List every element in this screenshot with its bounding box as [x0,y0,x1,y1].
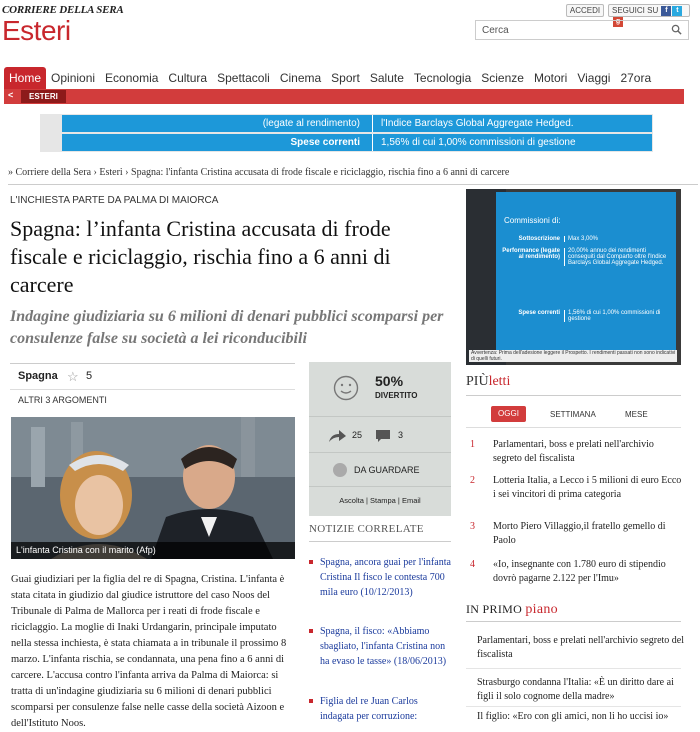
divider [309,452,451,453]
subnav-current[interactable]: ESTERI [21,90,66,103]
tab-settimana[interactable]: SETTIMANA [550,410,596,419]
nav-scienze[interactable]: Scienze [481,71,524,85]
photo-caption: L'infanta Cristina con il marito (Afp) [11,542,295,559]
rank-number: 1 [470,439,475,450]
nav-economia[interactable]: Economia [105,71,159,85]
star-icon[interactable]: ☆ [67,369,79,384]
twitter-icon[interactable]: t [672,6,682,16]
primo-piano-item[interactable]: Parlamentari, boss e prelati nell'archivio segreto del fiscalista [477,635,685,660]
article-photo[interactable] [11,417,295,559]
ad-table-row [500,236,670,242]
mood-widget [309,362,451,516]
related-news-title: NOTIZIE CORRELATE [309,523,424,535]
back-arrow-icon[interactable]: < [8,90,14,100]
divider [466,427,681,428]
article-actions[interactable]: Ascolta | Stampa | Email [339,496,421,505]
article-headline: Spagna: l’infanta Cristina accusata di frode fiscale e riciclaggio, rischia fino a 6 anni di carcere [10,216,391,297]
primo-piano-prefix: IN PRIMO [466,602,526,616]
nav-spettacoli[interactable]: Spettacoli [217,71,270,85]
related-news-item[interactable] [309,555,451,600]
divider [8,184,698,185]
nav-tecnologia[interactable]: Tecnologia [413,71,472,85]
sidebar-ad[interactable] [466,189,681,365]
topic-tag[interactable]: Spagna [18,370,58,382]
primo-piano-word: piano [525,602,558,617]
seguici-su [608,4,690,25]
share-count: 25 [352,430,363,440]
most-read-item[interactable] [470,474,685,502]
most-read-item[interactable] [470,558,685,586]
search-input[interactable] [475,20,689,40]
share-icon[interactable] [327,429,347,443]
main-nav [4,67,684,90]
rank-number: 4 [470,559,475,570]
comment-count: 3 [398,430,404,440]
ad-cell: (legate al rendimento) [262,118,360,129]
nav-salute[interactable]: Salute [369,71,404,85]
ad-row [62,115,652,132]
search-placeholder: Cerca [482,25,509,36]
bullet-icon [309,629,313,633]
mood-percentage: 50% [375,373,404,389]
most-read-text[interactable]: Morto Piero Villaggio,il fratello gemello di Paolo [493,521,666,546]
ad-table-cell: Max 3,00% [564,236,670,242]
ad-table-row [500,310,670,322]
star-count: 5 [86,370,93,382]
nav-home[interactable]: Home [4,67,46,90]
ad-row [62,134,652,151]
ad-cell: l'Indice Barclays Global Aggregate Hedged. [372,115,652,132]
divider [309,541,451,542]
googleplus-icon[interactable]: g [613,17,623,27]
da-guardare-button[interactable]: DA GUARDARE [354,465,420,475]
ad-table-cell: Spese correnti [518,310,560,316]
most-read-text[interactable]: «Io, insegnante con 1.780 euro di stipendio dovrò pagarne 2.122 per l'Imu» [493,559,666,584]
photo-illustration [11,417,295,559]
bullet-icon [309,560,313,564]
ad-table-cell: Sottoscrizione [518,236,560,242]
primo-piano-item[interactable]: Il figlio: «Ero con gli amici, non li ho uccisi io» [477,711,669,722]
most-read-word: letti [488,374,511,389]
altri-argomenti-link[interactable]: ALTRI 3 ARGOMENTI [18,395,107,405]
ad-table-row [500,248,670,266]
comment-icon[interactable] [375,429,391,443]
ad-table-cell: 1,56% di cui 1,00% commissioni di gestione [564,310,670,322]
most-read-text[interactable]: Parlamentari, boss e prelati nell'archivio segreto del fiscalista [493,439,654,464]
most-read-title [466,374,510,390]
ad-table [496,192,676,362]
related-news-text[interactable]: Figlia del re Juan Carlos indagata per corruzione: [320,696,418,722]
nav-27ora[interactable]: 27ora [620,71,652,85]
seguici-label: SEGUICI SU [612,6,659,15]
most-read-item[interactable] [470,520,685,548]
article-kicker: L'INCHIESTA PARTE DA PALMA DI MAIORCA [10,195,219,206]
ad-banner[interactable] [40,114,653,152]
nav-motori[interactable]: Motori [533,71,568,85]
mood-label: DIVERTITO [375,391,418,400]
related-news-text[interactable]: Spagna, ancora guai per l'infanta Cristina Il fisco le contesta 700 mila euro (10/12/2013) [320,557,451,598]
most-read-item[interactable] [470,438,685,466]
section-title[interactable]: Esteri [2,15,71,46]
tab-oggi[interactable]: OGGI [491,406,526,422]
primo-piano-title [466,602,558,618]
divider [466,621,681,622]
divider [466,706,681,707]
rank-number: 2 [470,475,475,486]
most-read-text[interactable]: Lotteria Italia, a Lecco i 5 milioni di euro Ecco i sei vincitori di prima categoria [493,475,682,500]
ad-cell: Spese correnti [290,137,360,148]
breadcrumb[interactable]: » Corriere della Sera › Esteri › Spagna: l'infanta Cristina accusata di frode fiscale e riciclaggio, rischia fino a 6 anni di carcere [8,167,510,178]
subnav-bar [4,89,684,104]
nav-opinioni[interactable]: Opinioni [51,71,96,85]
ad-disclaimer: Avvertenza: Prima dell'adesione leggere il Prospetto. I rendimenti passati non sono indicativi di quelli futuri. [471,350,676,362]
nav-viaggi[interactable]: Viaggi [577,71,611,85]
primo-piano-item[interactable]: Strasburgo condanna l'Italia: «È un diritto dare ai figli il solo cognome della madre» [477,677,674,702]
divider [466,395,681,396]
tab-mese[interactable]: MESE [625,410,648,419]
divider [10,363,295,364]
facebook-icon[interactable]: f [661,6,671,16]
article-subhead: Indagine giudiziaria su 6 milioni di denari pubblici scomparsi per consulenze false su società a lei riconducibili [10,308,444,347]
ad-table-cell: 20,00% annuo dei rendimenti conseguiti dal Comparto oltre l'Indice Barclays Global Aggregate Hedged. [564,248,670,266]
related-news-text[interactable]: Spagna, il fisco: «Abbiamo sbagliato, l'infanta Cristina non ha evaso le tasse» (18/06/2013) [320,626,447,667]
nav-cultura[interactable]: Cultura [168,71,208,85]
divider [309,486,451,487]
rank-number: 3 [470,521,475,532]
ad-table-header: Commissioni di: [504,216,561,225]
search-icon[interactable] [671,24,682,35]
divider [10,389,295,390]
divider [466,668,681,669]
ad-table-cell: Performance (legate al rendimento) [502,248,560,260]
bullet-icon [309,699,313,703]
related-news-item[interactable] [309,624,451,669]
smiley-icon[interactable] [333,375,359,401]
divider [309,416,451,417]
most-read-prefix: PIÙ [466,374,489,389]
nav-cinema[interactable]: Cinema [279,71,322,85]
clock-icon[interactable] [333,463,347,477]
article-body: Guai giudiziari per la figlia del re di Spagna, Cristina. L'infanta è stata citata in giudizio dal giudice istruttore del caso Noos del Tribunale di Palma de Mallorca per i reati di frode fiscale e riciclaggio. La moglie di Inaki Urdangarin, principale imputato nella stessa inchiesta, è stata chiamata a in tribunale il prossimo 8 marzo. L'infanta rischia, se condannata, una pena fino a 6 anni di carcere. L'accusa contro l'infanta arriva da Palma di Maiorca: si tratta di un'indagine giudiziaria su 6 milioni di denari pubblici scomparsi per consulenze false nelle casse della società Aizoon e dell'Istituto Noos. [11,574,287,729]
ad-cell: 1,56% di cui 1,00% commissioni di gestione [372,134,652,151]
related-news-item[interactable] [309,694,451,724]
site-logo[interactable]: CORRIERE DELLA SERA [2,4,124,16]
accedi-button[interactable]: ACCEDI [566,4,604,17]
nav-sport[interactable]: Sport [331,71,360,85]
